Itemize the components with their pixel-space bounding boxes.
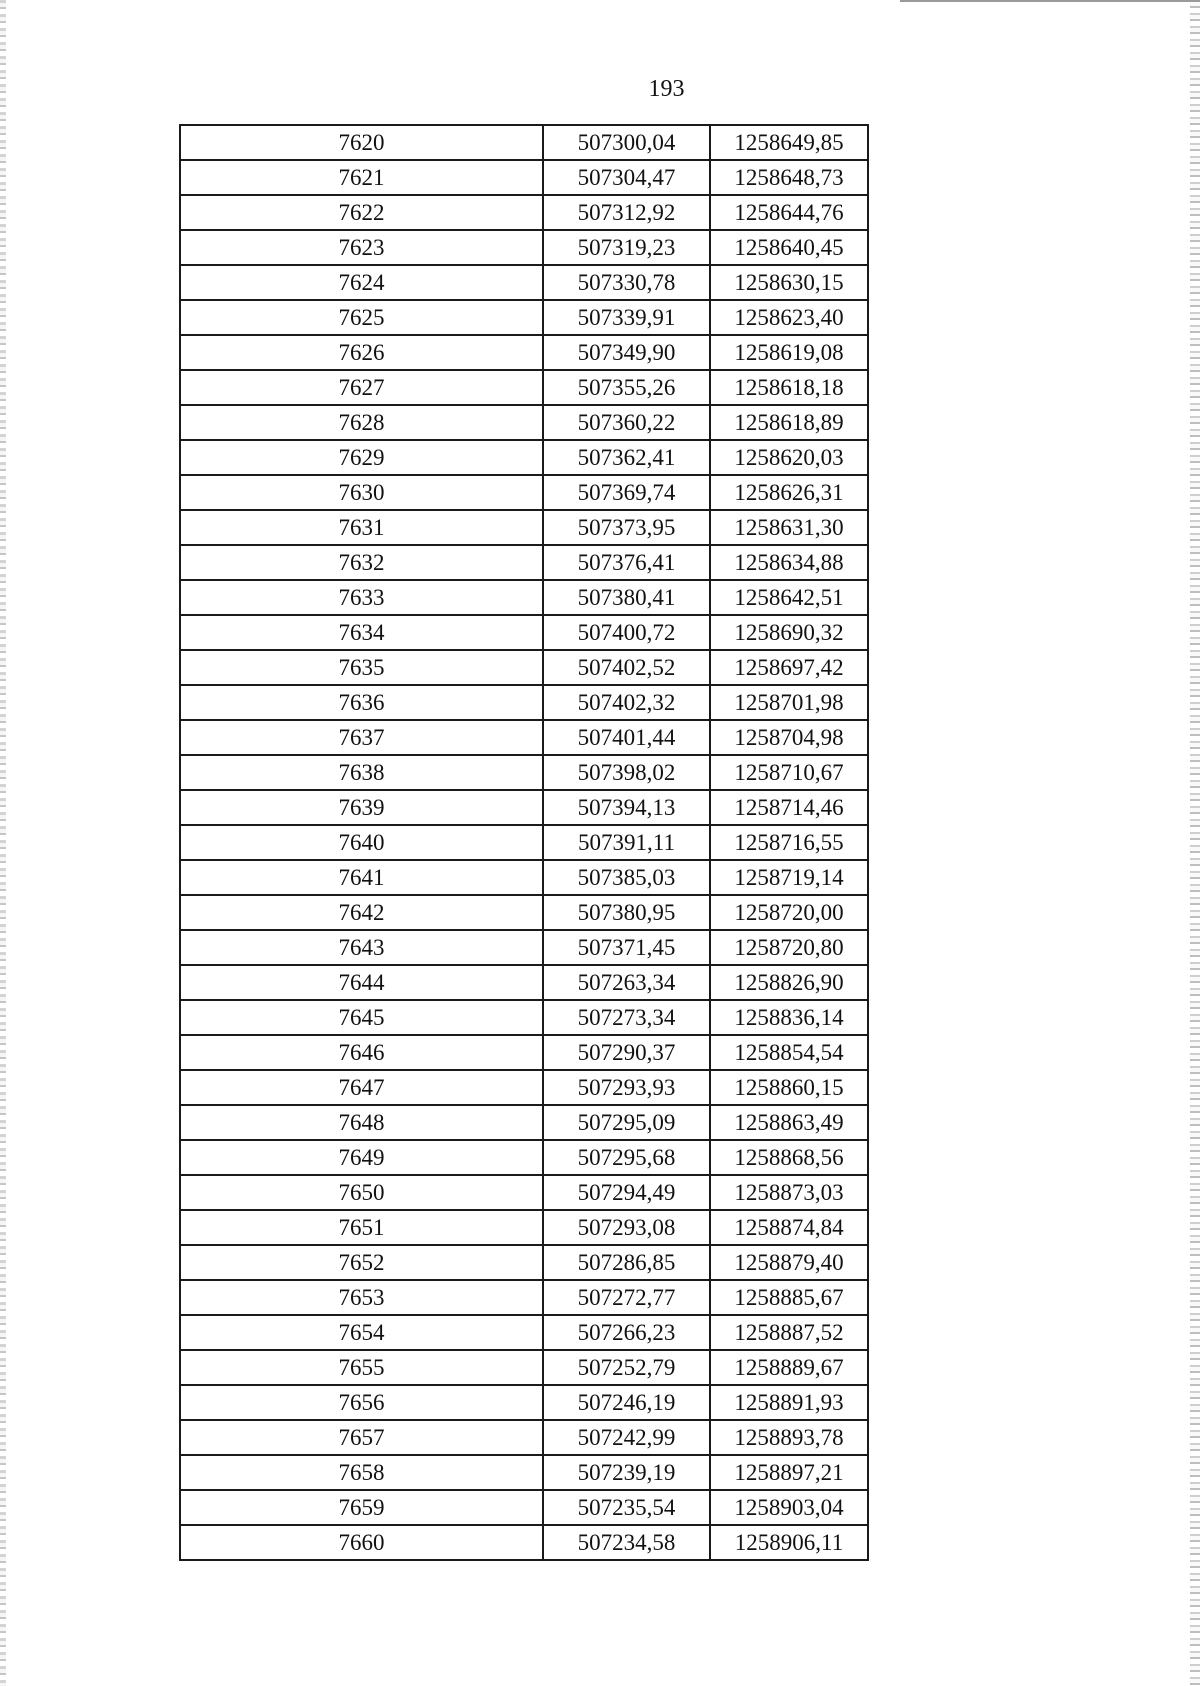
y-coordinate-cell: 1258618,18 xyxy=(710,370,868,405)
x-coordinate-cell: 507380,41 xyxy=(543,580,710,615)
x-coordinate-cell: 507272,77 xyxy=(543,1280,710,1315)
y-coordinate-cell: 1258644,76 xyxy=(710,195,868,230)
x-coordinate-cell: 507339,91 xyxy=(543,300,710,335)
table-row xyxy=(180,860,868,895)
point-number-cell: 7656 xyxy=(180,1385,543,1420)
point-number-cell: 7625 xyxy=(180,300,543,335)
table-row xyxy=(180,125,868,160)
y-coordinate-cell: 1258649,85 xyxy=(710,125,868,160)
x-coordinate-cell: 507234,58 xyxy=(543,1525,710,1560)
point-number-cell: 7651 xyxy=(180,1210,543,1245)
y-coordinate-cell: 1258620,03 xyxy=(710,440,868,475)
x-coordinate-cell: 507295,09 xyxy=(543,1105,710,1140)
table-row xyxy=(180,1210,868,1245)
x-coordinate-cell: 507252,79 xyxy=(543,1350,710,1385)
point-number-cell: 7630 xyxy=(180,475,543,510)
x-coordinate-cell: 507304,47 xyxy=(543,160,710,195)
page-number: 193 xyxy=(648,76,685,102)
point-number-cell: 7639 xyxy=(180,790,543,825)
y-coordinate-cell: 1258893,78 xyxy=(710,1420,868,1455)
point-number-cell: 7657 xyxy=(180,1420,543,1455)
y-coordinate-cell: 1258906,11 xyxy=(710,1525,868,1560)
x-coordinate-cell: 507391,11 xyxy=(543,825,710,860)
table-row xyxy=(180,335,868,370)
x-coordinate-cell: 507360,22 xyxy=(543,405,710,440)
point-number-cell: 7642 xyxy=(180,895,543,930)
x-coordinate-cell: 507290,37 xyxy=(543,1035,710,1070)
y-coordinate-cell: 1258697,42 xyxy=(710,650,868,685)
y-coordinate-cell: 1258836,14 xyxy=(710,1000,868,1035)
point-number-cell: 7653 xyxy=(180,1280,543,1315)
point-number-cell: 7623 xyxy=(180,230,543,265)
y-coordinate-cell: 1258690,32 xyxy=(710,615,868,650)
table-row xyxy=(180,1280,868,1315)
table-row xyxy=(180,195,868,230)
table-row xyxy=(180,825,868,860)
point-number-cell: 7646 xyxy=(180,1035,543,1070)
table-row xyxy=(180,370,868,405)
y-coordinate-cell: 1258854,54 xyxy=(710,1035,868,1070)
y-coordinate-cell: 1258634,88 xyxy=(710,545,868,580)
x-coordinate-cell: 507300,04 xyxy=(543,125,710,160)
table-row xyxy=(180,1420,868,1455)
table-row xyxy=(180,790,868,825)
table-row xyxy=(180,545,868,580)
point-number-cell: 7629 xyxy=(180,440,543,475)
x-coordinate-cell: 507273,34 xyxy=(543,1000,710,1035)
point-number-cell: 7660 xyxy=(180,1525,543,1560)
table-row xyxy=(180,1245,868,1280)
point-number-cell: 7624 xyxy=(180,265,543,300)
point-number-cell: 7621 xyxy=(180,160,543,195)
y-coordinate-cell: 1258897,21 xyxy=(710,1455,868,1490)
table-row xyxy=(180,160,868,195)
x-coordinate-cell: 507402,32 xyxy=(543,685,710,720)
table-row xyxy=(180,1175,868,1210)
x-coordinate-cell: 507242,99 xyxy=(543,1420,710,1455)
y-coordinate-cell: 1258619,08 xyxy=(710,335,868,370)
y-coordinate-cell: 1258623,40 xyxy=(710,300,868,335)
y-coordinate-cell: 1258885,67 xyxy=(710,1280,868,1315)
y-coordinate-cell: 1258889,67 xyxy=(710,1350,868,1385)
y-coordinate-cell: 1258887,52 xyxy=(710,1315,868,1350)
point-number-cell: 7622 xyxy=(180,195,543,230)
x-coordinate-cell: 507380,95 xyxy=(543,895,710,930)
x-coordinate-cell: 507293,93 xyxy=(543,1070,710,1105)
y-coordinate-cell: 1258648,73 xyxy=(710,160,868,195)
table-row xyxy=(180,1035,868,1070)
point-number-cell: 7626 xyxy=(180,335,543,370)
x-coordinate-cell: 507239,19 xyxy=(543,1455,710,1490)
y-coordinate-cell: 1258863,49 xyxy=(710,1105,868,1140)
x-coordinate-cell: 507349,90 xyxy=(543,335,710,370)
y-coordinate-cell: 1258720,00 xyxy=(710,895,868,930)
y-coordinate-cell: 1258860,15 xyxy=(710,1070,868,1105)
point-number-cell: 7658 xyxy=(180,1455,543,1490)
x-coordinate-cell: 507312,92 xyxy=(543,195,710,230)
table-row xyxy=(180,1000,868,1035)
table-row xyxy=(180,1490,868,1525)
y-coordinate-cell: 1258826,90 xyxy=(710,965,868,1000)
table-row xyxy=(180,475,868,510)
x-coordinate-cell: 507319,23 xyxy=(543,230,710,265)
coordinates-table xyxy=(179,124,869,1561)
table-row xyxy=(180,685,868,720)
point-number-cell: 7648 xyxy=(180,1105,543,1140)
x-coordinate-cell: 507400,72 xyxy=(543,615,710,650)
x-coordinate-cell: 507371,45 xyxy=(543,930,710,965)
point-number-cell: 7655 xyxy=(180,1350,543,1385)
table-row xyxy=(180,1455,868,1490)
y-coordinate-cell: 1258704,98 xyxy=(710,720,868,755)
point-number-cell: 7652 xyxy=(180,1245,543,1280)
table-row xyxy=(180,1070,868,1105)
x-coordinate-cell: 507394,13 xyxy=(543,790,710,825)
point-number-cell: 7640 xyxy=(180,825,543,860)
x-coordinate-cell: 507246,19 xyxy=(543,1385,710,1420)
point-number-cell: 7647 xyxy=(180,1070,543,1105)
y-coordinate-cell: 1258903,04 xyxy=(710,1490,868,1525)
x-coordinate-cell: 507401,44 xyxy=(543,720,710,755)
x-coordinate-cell: 507330,78 xyxy=(543,265,710,300)
y-coordinate-cell: 1258710,67 xyxy=(710,755,868,790)
table-row xyxy=(180,650,868,685)
table-row xyxy=(180,720,868,755)
y-coordinate-cell: 1258719,14 xyxy=(710,860,868,895)
table-row xyxy=(180,930,868,965)
y-coordinate-cell: 1258626,31 xyxy=(710,475,868,510)
x-coordinate-cell: 507402,52 xyxy=(543,650,710,685)
y-coordinate-cell: 1258640,45 xyxy=(710,230,868,265)
table-row xyxy=(180,1385,868,1420)
y-coordinate-cell: 1258879,40 xyxy=(710,1245,868,1280)
x-coordinate-cell: 507376,41 xyxy=(543,545,710,580)
x-coordinate-cell: 507266,23 xyxy=(543,1315,710,1350)
table-row xyxy=(180,1105,868,1140)
point-number-cell: 7645 xyxy=(180,1000,543,1035)
point-number-cell: 7659 xyxy=(180,1490,543,1525)
y-coordinate-cell: 1258891,93 xyxy=(710,1385,868,1420)
table-row xyxy=(180,405,868,440)
point-number-cell: 7638 xyxy=(180,755,543,790)
point-number-cell: 7654 xyxy=(180,1315,543,1350)
table-row xyxy=(180,300,868,335)
y-coordinate-cell: 1258630,15 xyxy=(710,265,868,300)
x-coordinate-cell: 507263,34 xyxy=(543,965,710,1000)
point-number-cell: 7634 xyxy=(180,615,543,650)
point-number-cell: 7635 xyxy=(180,650,543,685)
table-row xyxy=(180,440,868,475)
scan-edge-top xyxy=(900,0,1200,2)
y-coordinate-cell: 1258868,56 xyxy=(710,1140,868,1175)
point-number-cell: 7641 xyxy=(180,860,543,895)
x-coordinate-cell: 507373,95 xyxy=(543,510,710,545)
point-number-cell: 7643 xyxy=(180,930,543,965)
point-number-cell: 7631 xyxy=(180,510,543,545)
table-row xyxy=(180,895,868,930)
y-coordinate-cell: 1258716,55 xyxy=(710,825,868,860)
table-row xyxy=(180,580,868,615)
y-coordinate-cell: 1258618,89 xyxy=(710,405,868,440)
table-row xyxy=(180,755,868,790)
point-number-cell: 7637 xyxy=(180,720,543,755)
x-coordinate-cell: 507369,74 xyxy=(543,475,710,510)
y-coordinate-cell: 1258631,30 xyxy=(710,510,868,545)
table-row xyxy=(180,265,868,300)
table-row xyxy=(180,1350,868,1385)
x-coordinate-cell: 507385,03 xyxy=(543,860,710,895)
table-row xyxy=(180,1525,868,1560)
point-number-cell: 7644 xyxy=(180,965,543,1000)
scan-edge-left xyxy=(0,0,6,1686)
point-number-cell: 7633 xyxy=(180,580,543,615)
table-row xyxy=(180,1315,868,1350)
x-coordinate-cell: 507235,54 xyxy=(543,1490,710,1525)
scan-edge-right xyxy=(1190,0,1200,1686)
x-coordinate-cell: 507355,26 xyxy=(543,370,710,405)
table-row xyxy=(180,510,868,545)
y-coordinate-cell: 1258642,51 xyxy=(710,580,868,615)
x-coordinate-cell: 507295,68 xyxy=(543,1140,710,1175)
x-coordinate-cell: 507294,49 xyxy=(543,1175,710,1210)
point-number-cell: 7620 xyxy=(180,125,543,160)
x-coordinate-cell: 507362,41 xyxy=(543,440,710,475)
table-row xyxy=(180,230,868,265)
coordinates-table-body xyxy=(180,125,868,1560)
point-number-cell: 7628 xyxy=(180,405,543,440)
table-row xyxy=(180,615,868,650)
point-number-cell: 7632 xyxy=(180,545,543,580)
point-number-cell: 7627 xyxy=(180,370,543,405)
point-number-cell: 7636 xyxy=(180,685,543,720)
y-coordinate-cell: 1258720,80 xyxy=(710,930,868,965)
table-row xyxy=(180,965,868,1000)
y-coordinate-cell: 1258714,46 xyxy=(710,790,868,825)
table-row xyxy=(180,1140,868,1175)
x-coordinate-cell: 507398,02 xyxy=(543,755,710,790)
point-number-cell: 7650 xyxy=(180,1175,543,1210)
x-coordinate-cell: 507293,08 xyxy=(543,1210,710,1245)
y-coordinate-cell: 1258873,03 xyxy=(710,1175,868,1210)
point-number-cell: 7649 xyxy=(180,1140,543,1175)
x-coordinate-cell: 507286,85 xyxy=(543,1245,710,1280)
y-coordinate-cell: 1258701,98 xyxy=(710,685,868,720)
y-coordinate-cell: 1258874,84 xyxy=(710,1210,868,1245)
